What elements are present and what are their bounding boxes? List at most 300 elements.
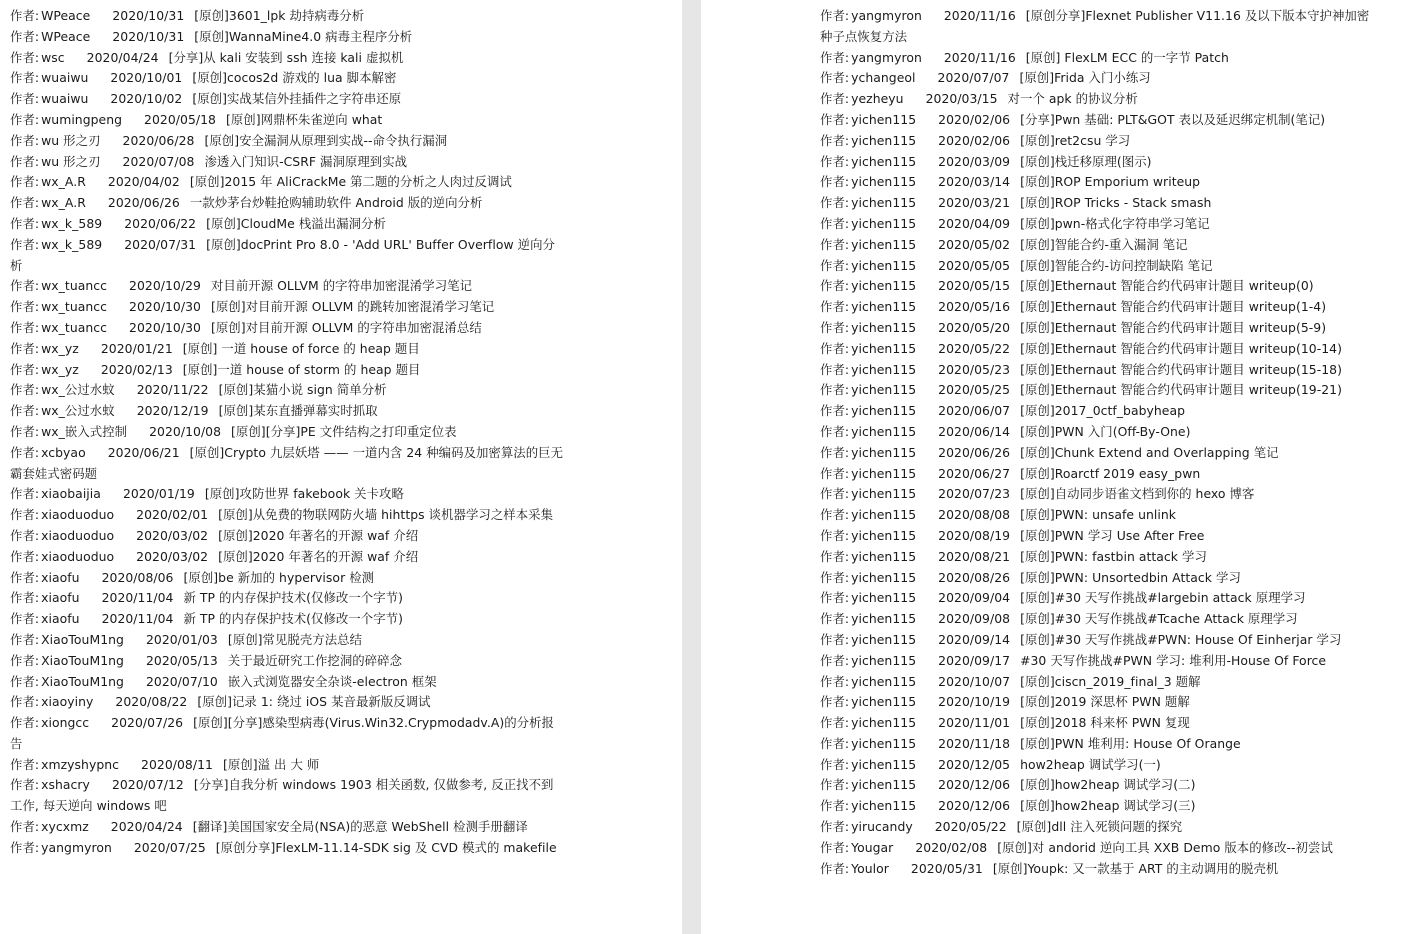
author-label: 作者: xyxy=(820,860,850,876)
list-item xyxy=(820,672,1375,693)
post-title: 嵌入式浏览器安全杂谈-electron 框架 xyxy=(227,673,437,689)
author-name: wx_k_589 xyxy=(41,236,103,252)
post-title: [分享]Pwn 基础: PLT&GOT 表以及延迟绑定机制(笔记) xyxy=(1020,111,1326,127)
post-date: 2020/08/22 xyxy=(115,694,188,710)
author-name: yichen115 xyxy=(851,548,917,564)
post-date: 2020/08/08 xyxy=(938,507,1011,523)
post-title: [原创]Crypto 九层妖塔 —— 一道内含 24 种编码及加密算法的巨无霸套娃式密码题 xyxy=(10,444,564,481)
author-name: wx_公过水蚊 xyxy=(41,382,115,398)
post-date: 2020/11/04 xyxy=(101,611,174,627)
list-item xyxy=(820,609,1375,630)
post-date: 2020/07/08 xyxy=(122,153,195,169)
author-label: 作者: xyxy=(820,756,850,772)
author-label: 作者: xyxy=(10,49,40,65)
author-name: Yougar xyxy=(851,839,894,855)
author-name: xcbyao xyxy=(41,444,86,460)
author-name: xshacry xyxy=(41,777,90,793)
author-name: WPeace xyxy=(41,8,91,23)
post-title: [原创]pwn-格式化字符串学习笔记 xyxy=(1020,215,1210,231)
post-date: 2020/10/08 xyxy=(149,423,222,439)
post-date: 2020/06/22 xyxy=(124,215,197,231)
list-item xyxy=(820,131,1375,152)
post-title: [原创]PWN 堆利用: House Of Orange xyxy=(1020,735,1241,751)
author-label: 作者: xyxy=(820,257,850,273)
list-item xyxy=(10,775,565,817)
author-label: 作者: xyxy=(820,569,850,585)
post-date: 2020/06/28 xyxy=(122,132,195,148)
author-name: yichen115 xyxy=(851,590,917,606)
author-name: wx_yz xyxy=(41,340,79,356)
list-item xyxy=(10,318,565,339)
author-label: 作者: xyxy=(820,423,850,439)
list-item xyxy=(820,193,1375,214)
post-date: 2020/07/12 xyxy=(111,777,184,793)
author-name: yichen115 xyxy=(851,278,917,294)
post-title: [原创]常见脱壳方法总结 xyxy=(227,631,363,647)
author-name: xiaofu xyxy=(41,569,80,585)
author-name: wu 形之刃 xyxy=(41,153,101,169)
author-name: xiaoyiny xyxy=(41,694,94,710)
list-item xyxy=(10,276,565,297)
post-title: [原创]2015 年 AliCrackMe 第二题的分析之人肉过反调试 xyxy=(189,174,512,190)
post-title: [原创]PWN: Unsortedbin Attack 学习 xyxy=(1020,569,1241,585)
author-label: 作者: xyxy=(820,715,850,731)
author-label: 作者: xyxy=(10,652,40,668)
author-name: XiaoTouM1ng xyxy=(41,631,124,647)
author-label: 作者: xyxy=(820,215,850,231)
post-date: 2020/03/02 xyxy=(136,548,209,564)
author-label: 作者: xyxy=(820,195,850,211)
author-label: 作者: xyxy=(820,299,850,315)
post-date: 2020/10/01 xyxy=(110,70,183,86)
post-title: [原创]对目前开源 OLLVM 的字符串加密混淆总结 xyxy=(210,319,482,335)
post-date: 2020/08/26 xyxy=(938,569,1011,585)
list-item xyxy=(820,568,1375,589)
list-item xyxy=(820,443,1375,464)
post-title: [原创]记录 1: 绕过 iOS 某音最新版反调试 xyxy=(197,694,431,710)
author-name: yichen115 xyxy=(851,631,917,647)
post-title: [原创]自动同步语雀文档到你的 hexo 博客 xyxy=(1020,486,1255,502)
author-label: 作者: xyxy=(820,153,850,169)
post-date: 2020/12/06 xyxy=(938,777,1011,793)
author-label: 作者: xyxy=(820,382,850,398)
author-name: wx_yz xyxy=(41,361,79,377)
post-date: 2020/05/20 xyxy=(938,319,1011,335)
post-date: 2020/07/25 xyxy=(133,839,206,855)
author-name: WPeace xyxy=(41,28,91,44)
post-title: [原创]溢 出 大 师 xyxy=(222,756,320,772)
post-date: 2020/07/31 xyxy=(124,236,197,252)
author-name: Youlor xyxy=(851,860,889,876)
post-title: [原创]ret2csu 学习 xyxy=(1020,132,1131,148)
post-date: 2020/04/24 xyxy=(86,49,159,65)
author-name: yichen115 xyxy=(851,153,917,169)
post-date: 2020/02/01 xyxy=(136,507,209,523)
author-label: 作者: xyxy=(820,444,850,460)
author-label: 作者: xyxy=(10,111,40,127)
list-item xyxy=(820,68,1375,89)
list-item xyxy=(10,401,565,422)
author-label: 作者: xyxy=(10,195,40,211)
author-name: yichen115 xyxy=(851,569,917,585)
post-title: 新 TP 的内存保护技术(仅修改一个字节) xyxy=(183,590,403,606)
post-title: how2heap 调试学习(一) xyxy=(1020,756,1161,772)
author-name: xycxmz xyxy=(41,819,89,835)
author-name: yichen115 xyxy=(851,340,917,356)
post-title: [原创]2020 年著名的开源 waf 介绍 xyxy=(218,548,419,564)
post-title: [原创]Youpk: 又一款基于 ART 的主动调用的脱壳机 xyxy=(992,860,1279,876)
author-label: 作者: xyxy=(10,444,40,460)
list-item xyxy=(820,588,1375,609)
author-name: xmzyshypnc xyxy=(41,756,120,772)
author-label: 作者: xyxy=(10,174,40,190)
post-title: [原创]栈迁移原理(图示) xyxy=(1020,153,1152,169)
author-label: 作者: xyxy=(820,735,850,751)
list-item xyxy=(820,630,1375,651)
list-item xyxy=(820,484,1375,505)
author-name: wx_A.R xyxy=(41,195,86,211)
post-title: 对一个 apk 的协议分析 xyxy=(1007,91,1138,107)
post-date: 2020/10/31 xyxy=(112,8,185,23)
author-name: xiaofu xyxy=(41,611,80,627)
post-date: 2020/07/26 xyxy=(111,715,184,731)
author-label: 作者: xyxy=(10,590,40,606)
author-name: xiaobaijia xyxy=(41,486,101,502)
post-title: [原创]智能合约-重入漏洞 笔记 xyxy=(1020,236,1188,252)
post-date: 2020/05/22 xyxy=(934,819,1007,835)
post-title: [原创]2020 年著名的开源 waf 介绍 xyxy=(218,527,419,543)
author-label: 作者: xyxy=(820,631,850,647)
post-date: 2020/06/26 xyxy=(938,444,1011,460)
post-title: [原创]dll 注入死锁问题的探究 xyxy=(1016,819,1183,835)
list-item xyxy=(820,547,1375,568)
author-name: yichen115 xyxy=(851,215,917,231)
post-title: [原创]ciscn_2019_final_3 题解 xyxy=(1020,673,1201,689)
author-label: 作者: xyxy=(820,507,850,523)
author-name: xiaofu xyxy=(41,590,80,606)
author-name: yichen115 xyxy=(851,527,917,543)
post-title: [原创]PWN 入门(Off-By-One) xyxy=(1020,423,1191,439)
list-item xyxy=(10,588,565,609)
list-item xyxy=(820,651,1375,672)
author-name: yichen115 xyxy=(851,319,917,335)
list-item xyxy=(820,755,1375,776)
author-name: yichen115 xyxy=(851,486,917,502)
author-label: 作者: xyxy=(10,673,40,689)
author-label: 作者: xyxy=(10,694,40,710)
post-date: 2020/06/21 xyxy=(107,444,180,460)
author-label: 作者: xyxy=(820,611,850,627)
post-title: [原创]Ethernaut 智能合约代码审计题目 writeup(5-9) xyxy=(1020,319,1327,335)
post-title: [原创分享]Flexnet Publisher V11.16 及以下版本守护神加密种子点恢复方法 xyxy=(820,8,1370,44)
post-title: [翻译]美国国家安全局(NSA)的恶意 WebShell 检测手册翻译 xyxy=(192,819,528,835)
author-label: 作者: xyxy=(820,340,850,356)
list-item xyxy=(10,27,565,48)
author-label: 作者: xyxy=(10,756,40,772)
author-name: yichen115 xyxy=(851,257,917,273)
list-item xyxy=(10,651,565,672)
author-label: 作者: xyxy=(10,299,40,315)
list-item xyxy=(10,131,565,152)
post-title: [原创]ROP Emporium writeup xyxy=(1020,174,1201,190)
author-label: 作者: xyxy=(10,548,40,564)
post-title: [原创] FlexLM ECC 的一字节 Patch xyxy=(1025,49,1229,65)
post-title: [原创]CloudMe 栈溢出漏洞分析 xyxy=(206,215,386,231)
list-item xyxy=(820,339,1375,360)
author-label: 作者: xyxy=(10,319,40,335)
post-date: 2020/09/04 xyxy=(938,590,1011,606)
list-item xyxy=(10,526,565,547)
author-label: 作者: xyxy=(10,278,40,294)
post-date: 2020/11/04 xyxy=(101,590,174,606)
post-date: 2020/12/05 xyxy=(938,756,1011,772)
post-title: [原创]Ethernaut 智能合约代码审计题目 writeup(0) xyxy=(1020,278,1314,294)
post-title: [原创]对 andorid 逆向工具 XXB Demo 版本的修改--初尝试 xyxy=(997,839,1333,855)
author-name: wx_tuancc xyxy=(41,299,108,315)
author-label: 作者: xyxy=(820,278,850,294)
list-item xyxy=(10,48,565,69)
author-name: yichen115 xyxy=(851,694,917,710)
post-date: 2020/01/03 xyxy=(145,631,218,647)
author-label: 作者: xyxy=(820,548,850,564)
author-label: 作者: xyxy=(820,8,850,23)
post-date: 2020/02/13 xyxy=(100,361,173,377)
author-label: 作者: xyxy=(10,91,40,107)
author-name: yichen115 xyxy=(851,174,917,190)
post-date: 2020/10/19 xyxy=(938,694,1011,710)
author-name: yichen115 xyxy=(851,111,917,127)
post-title: [原创]Ethernaut 智能合约代码审计题目 writeup(10-14) xyxy=(1020,340,1342,356)
author-name: wx_tuancc xyxy=(41,319,108,335)
post-date: 2020/05/15 xyxy=(938,278,1011,294)
post-title: [原创]#30 天写作挑战#PWN: House Of Einherjar 学习 xyxy=(1020,631,1342,647)
list-item xyxy=(10,68,565,89)
author-label: 作者: xyxy=(10,527,40,543)
post-title: [原创]how2heap 调试学习(二) xyxy=(1020,777,1196,793)
author-name: xiaoduoduo xyxy=(41,548,115,564)
author-name: wx_tuancc xyxy=(41,278,108,294)
list-item xyxy=(820,464,1375,485)
post-title: [原创]how2heap 调试学习(三) xyxy=(1020,798,1196,814)
list-item xyxy=(820,256,1375,277)
author-name: XiaoTouM1ng xyxy=(41,652,124,668)
post-title: [原创]实战某信外挂插件之字符串还原 xyxy=(192,91,402,107)
post-title: [原创]Ethernaut 智能合约代码审计题目 writeup(1-4) xyxy=(1020,299,1327,315)
post-date: 2020/10/02 xyxy=(110,91,183,107)
post-date: 2020/10/31 xyxy=(112,28,185,44)
author-label: 作者: xyxy=(10,236,40,252)
author-label: 作者: xyxy=(820,777,850,793)
post-date: 2020/04/24 xyxy=(110,819,183,835)
post-title: [原创]PWN 学习 Use After Free xyxy=(1020,527,1205,543)
author-name: yichen115 xyxy=(851,444,917,460)
post-title: [原创]WannaMine4.0 病毒主程序分析 xyxy=(194,28,413,44)
post-date: 2020/10/07 xyxy=(938,673,1011,689)
post-title: [分享]从 kali 安装到 ssh 连接 kali 虚拟机 xyxy=(168,49,404,65)
post-title: 对目前开源 OLLVM 的字符串加密混淆学习笔记 xyxy=(210,278,473,294)
post-title: [原创]网鼎杯朱雀逆向 what xyxy=(225,111,383,127)
author-label: 作者: xyxy=(820,132,850,148)
list-item xyxy=(10,692,565,713)
post-date: 2020/06/26 xyxy=(107,195,180,211)
post-title: [原创分享]FlexLM-11.14-SDK sig 及 CVD 模式的 makefile xyxy=(215,839,557,855)
author-label: 作者: xyxy=(10,486,40,502)
list-item xyxy=(820,817,1375,838)
post-title: [原创]一道 house of storm 的 heap 题目 xyxy=(182,361,421,377)
post-title: [原创] 一道 house of force 的 heap 题目 xyxy=(182,340,420,356)
post-title: [原创]2019 深思杯 PWN 题解 xyxy=(1020,694,1190,710)
post-title: [原创]Roarctf 2019 easy_pwn xyxy=(1020,465,1201,481)
list-item xyxy=(10,817,565,838)
author-name: wx_A.R xyxy=(41,174,86,190)
author-name: wx_公过水蚊 xyxy=(41,403,115,419)
author-name: XiaoTouM1ng xyxy=(41,673,124,689)
list-item xyxy=(820,713,1375,734)
list-item xyxy=(820,859,1375,880)
author-name: ychangeol xyxy=(851,70,916,86)
post-title: [原创]PWN: fastbin attack 学习 xyxy=(1020,548,1207,564)
author-name: yichen115 xyxy=(851,507,917,523)
author-label: 作者: xyxy=(10,777,40,793)
list-item xyxy=(10,360,565,381)
post-date: 2020/05/05 xyxy=(938,257,1011,273)
post-date: 2020/04/09 xyxy=(938,215,1011,231)
post-title: [原创]Ethernaut 智能合约代码审计题目 writeup(15-18) xyxy=(1020,361,1342,377)
post-title: [原创]对目前开源 OLLVM 的跳转加密混淆学习笔记 xyxy=(210,299,495,315)
list-item xyxy=(10,484,565,505)
post-title: [原创]智能合约-访问控制缺陷 笔记 xyxy=(1020,257,1213,273)
author-name: yangmyron xyxy=(41,839,112,855)
post-date: 2020/05/31 xyxy=(910,860,983,876)
author-label: 作者: xyxy=(10,569,40,585)
author-label: 作者: xyxy=(10,423,40,439)
post-date: 2020/07/23 xyxy=(938,486,1011,502)
list-item xyxy=(820,734,1375,755)
author-name: yangmyron xyxy=(851,8,922,23)
post-date: 2020/06/14 xyxy=(938,423,1011,439)
list-item xyxy=(10,630,565,651)
author-name: yichen115 xyxy=(851,465,917,481)
post-date: 2020/08/21 xyxy=(938,548,1011,564)
post-date: 2020/05/23 xyxy=(938,361,1011,377)
post-date: 2020/05/18 xyxy=(144,111,216,127)
post-title: 一款炒茅台炒鞋抢购辅助软件 Android 版的逆向分析 xyxy=(189,195,483,211)
post-date: 2020/08/06 xyxy=(101,569,174,585)
post-title: [原创]#30 天写作挑战#largebin attack 原理学习 xyxy=(1020,590,1306,606)
list-item xyxy=(820,838,1375,859)
author-label: 作者: xyxy=(10,132,40,148)
post-date: 2020/11/16 xyxy=(943,49,1016,65)
list-item xyxy=(820,276,1375,297)
author-label: 作者: xyxy=(10,153,40,169)
author-name: xiaoduoduo xyxy=(41,527,115,543)
post-date: 2020/09/08 xyxy=(938,611,1011,627)
author-name: wu 形之刃 xyxy=(41,132,101,148)
list-item xyxy=(820,110,1375,131)
author-name: yichen115 xyxy=(851,132,917,148)
list-item xyxy=(10,609,565,630)
post-date: 2020/11/18 xyxy=(938,735,1011,751)
post-title: 新 TP 的内存保护技术(仅修改一个字节) xyxy=(183,611,403,627)
author-label: 作者: xyxy=(820,236,850,252)
post-date: 2020/02/06 xyxy=(938,132,1011,148)
author-label: 作者: xyxy=(820,798,850,814)
list-item xyxy=(10,214,565,235)
post-date: 2020/02/08 xyxy=(915,839,988,855)
author-label: 作者: xyxy=(820,694,850,710)
author-label: 作者: xyxy=(820,652,850,668)
left-page xyxy=(0,0,682,934)
post-date: 2020/12/06 xyxy=(938,798,1011,814)
author-label: 作者: xyxy=(10,28,40,44)
post-date: 2020/01/21 xyxy=(100,340,173,356)
author-name: yichen115 xyxy=(851,735,917,751)
list-item xyxy=(820,89,1375,110)
author-label: 作者: xyxy=(10,507,40,523)
list-item xyxy=(10,755,565,776)
list-item xyxy=(820,775,1375,796)
post-title: [原创]PWN: unsafe unlink xyxy=(1020,507,1177,523)
author-label: 作者: xyxy=(820,91,850,107)
list-item xyxy=(10,6,565,27)
author-name: yichen115 xyxy=(851,798,917,814)
post-title: [原创]be 新加的 hypervisor 检测 xyxy=(183,569,375,585)
post-date: 2020/12/19 xyxy=(136,403,209,419)
author-label: 作者: xyxy=(820,590,850,606)
author-label: 作者: xyxy=(820,673,850,689)
right-entry-list xyxy=(820,6,1375,879)
author-name: yichen115 xyxy=(851,299,917,315)
list-item xyxy=(820,48,1375,69)
list-item xyxy=(820,172,1375,193)
post-title: [原创]从免费的物联网防火墙 hihttps 谈机器学习之样本采集 xyxy=(218,507,554,523)
post-title: [原创]2018 科来杯 PWN 复现 xyxy=(1020,715,1190,731)
list-item xyxy=(10,193,565,214)
list-item xyxy=(10,110,565,131)
post-title: [原创]某猫小说 sign 简单分析 xyxy=(218,382,387,398)
list-item xyxy=(820,796,1375,817)
author-label: 作者: xyxy=(820,319,850,335)
author-name: yichen115 xyxy=(851,756,917,772)
author-label: 作者: xyxy=(10,715,40,731)
author-name: yirucandy xyxy=(851,819,913,835)
post-date: 2020/06/07 xyxy=(938,403,1011,419)
author-label: 作者: xyxy=(820,49,850,65)
post-date: 2020/09/17 xyxy=(938,652,1011,668)
author-name: xiaoduoduo xyxy=(41,507,115,523)
post-date: 2020/10/30 xyxy=(129,299,201,315)
list-item xyxy=(820,6,1375,48)
post-title: 关于最近研究工作挖洞的碎碎念 xyxy=(227,652,403,668)
post-title: [原创]Frida 入门小练习 xyxy=(1019,70,1151,86)
post-title: [原创][分享]感染型病毒(Virus.Win32.Crypmodadv.A)的分析报告 xyxy=(10,715,554,751)
post-date: 2020/05/22 xyxy=(938,340,1011,356)
post-title: [原创]2017_0ctf_babyheap xyxy=(1020,403,1186,419)
post-title: [原创]docPrint Pro 8.0 - 'Add URL' Buffer Overflow 逆向分析 xyxy=(10,236,555,273)
list-item xyxy=(10,152,565,173)
post-title: [原创]cocos2d 游戏的 lua 脚本解密 xyxy=(192,70,397,86)
post-date: 2020/01/19 xyxy=(122,486,195,502)
list-item xyxy=(10,443,565,485)
post-date: 2020/03/21 xyxy=(938,195,1011,211)
author-name: yichen115 xyxy=(851,611,917,627)
post-date: 2020/03/15 xyxy=(925,91,998,107)
author-label: 作者: xyxy=(820,361,850,377)
post-date: 2020/03/09 xyxy=(938,153,1011,169)
list-item xyxy=(10,547,565,568)
author-name: wumingpeng xyxy=(41,111,123,127)
list-item xyxy=(10,422,565,443)
